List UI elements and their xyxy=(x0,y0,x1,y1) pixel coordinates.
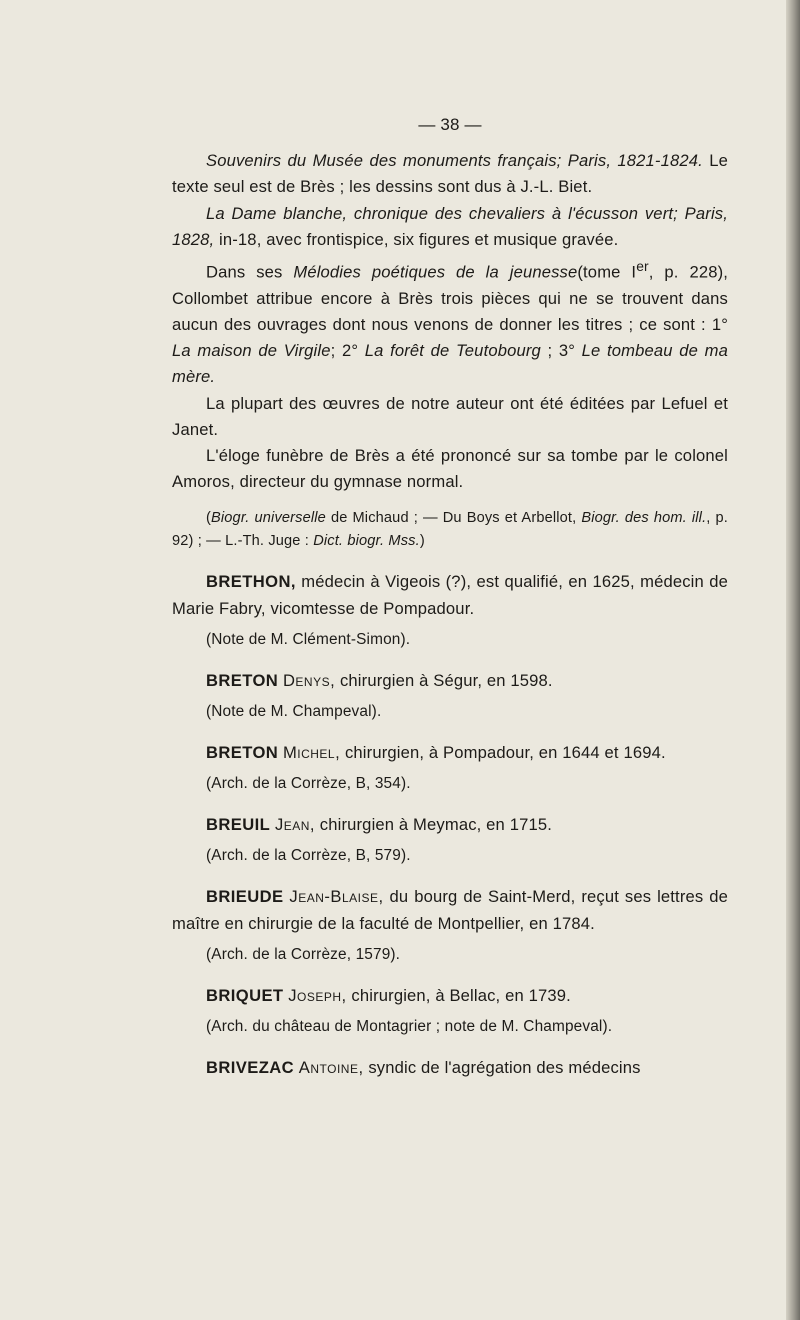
entry-name: BRIQUET xyxy=(206,985,284,1005)
melodies-paragraph: Dans ses Mélodies poétiques de la jeunesse(tome Ier, p. 228), Collombet attribue encore à Brès trois pièces qui ne se trouvent dans aucun des ouvrages dont nous venons de donner les titres ; ce sont : 1° La maison de Virgile; 2° La forêt de Teutobourg ; 3° Le tombeau de ma mère. xyxy=(172,258,729,387)
entry-name: BRETON xyxy=(206,742,279,762)
entry-text: BRIVEZAC Antoine, syndic de l'agrégation des médecins xyxy=(206,1058,641,1077)
entry-given-name: Antoine, xyxy=(298,1058,364,1077)
intro-paragraph-1 xyxy=(172,148,728,200)
entry-text: BRIQUET Joseph, chirurgien, à Bellac, en 1739. xyxy=(206,985,571,1005)
entry-name: BRETHON, xyxy=(206,572,296,592)
entry-text: BRETHON, médecin à Vigeois (?), est qualifié, en 1625, médecin de Marie Fabry, vicomtesse de Pompadour. xyxy=(172,572,728,618)
entry-source: (Note de M. Champeval). xyxy=(206,702,382,720)
entry-brieude xyxy=(172,884,728,966)
title-dame-blanche: La Dame blanche, chronique des chevaliers à l'écusson vert; Paris, 1828, xyxy=(172,203,728,249)
entry-name: BRIVEZAC xyxy=(206,1058,295,1077)
title-tombeau: Le tombeau de ma mère. xyxy=(172,341,728,387)
intro-1-text: Le texte seul est de Brès ; les dessins sont dus à J.-L. Biet. xyxy=(172,151,728,197)
title-souvenirs: Souvenirs du Musée des monuments français; Paris, 1821-1824. xyxy=(206,151,703,171)
entry-given-name: Denys, xyxy=(282,670,336,690)
entry-text: BRETON Denys, chirurgien à Ségur, en 1598. xyxy=(206,670,553,690)
entry-source: (Arch. de la Corrèze, B, 354). xyxy=(206,775,411,793)
title-foret-teutobourg: La forêt de Teutobourg xyxy=(364,341,541,361)
entry-source: (Arch. de la Corrèze, B, 579). xyxy=(206,847,411,865)
title-maison-virgile: La maison de Virgile xyxy=(172,341,331,361)
entry-given-name: Michel, xyxy=(282,742,341,762)
page-number: — 38 — xyxy=(418,115,482,134)
entry-name: BREUIL xyxy=(206,815,271,835)
entry-text: BRIEUDE Jean-Blaise, du bourg de Saint-Merd, reçut ses lettres de maître en chirurgie de la faculté de Montpellier, en 1784. xyxy=(172,887,728,933)
entry-text: BRETON Michel, chirurgien, à Pompadour, en 1644 et 1694. xyxy=(206,742,666,762)
entry-brethon xyxy=(172,569,728,651)
entry-given-name: Jean, xyxy=(274,815,316,835)
entry-text: BREUIL Jean, chirurgien à Meymac, en 1715. xyxy=(206,815,552,835)
biography-sources: (Biogr. universelle de Michaud ; — Du Boys et Arbellot, Biogr. des hom. ill., p. 92) ; — L.-Th. Juge : Dict. biogr. Mss.) xyxy=(172,510,728,550)
entry-brivezac xyxy=(172,1055,728,1081)
title-melodies: Mélodies poétiques de la jeunesse xyxy=(293,262,578,282)
entry-breton-michel xyxy=(172,740,728,796)
entry-given-name: Jean-Blaise, xyxy=(289,887,384,907)
intro-2-text: in-18, avec frontispice, six figures et musique gravée. xyxy=(214,229,619,249)
intro-paragraph-2 xyxy=(172,201,728,253)
entry-name: BRIEUDE xyxy=(206,887,284,907)
entry-given-name: Joseph, xyxy=(288,985,347,1005)
entry-briquet xyxy=(172,983,728,1039)
entry-source: (Note de M. Clément-Simon). xyxy=(206,630,411,648)
eloge-paragraph: L'éloge funèbre de Brès a été prononcé sur sa tombe par le colonel Amoros, directeur du gymnase normal. xyxy=(172,445,728,492)
entry-source: (Arch. du château de Montagrier ; note de M. Champeval). xyxy=(206,1018,613,1035)
entry-breton-denys xyxy=(172,668,728,724)
entry-source: (Arch. de la Corrèze, 1579). xyxy=(206,945,401,963)
page-edge-shadow xyxy=(786,0,800,1320)
plupart-paragraph: La plupart des œuvres de notre auteur ont été éditées par Lefuel et Janet. xyxy=(172,393,728,439)
entry-breuil xyxy=(172,812,728,868)
page-text-column xyxy=(172,112,728,1081)
entry-name: BRETON xyxy=(206,670,279,690)
